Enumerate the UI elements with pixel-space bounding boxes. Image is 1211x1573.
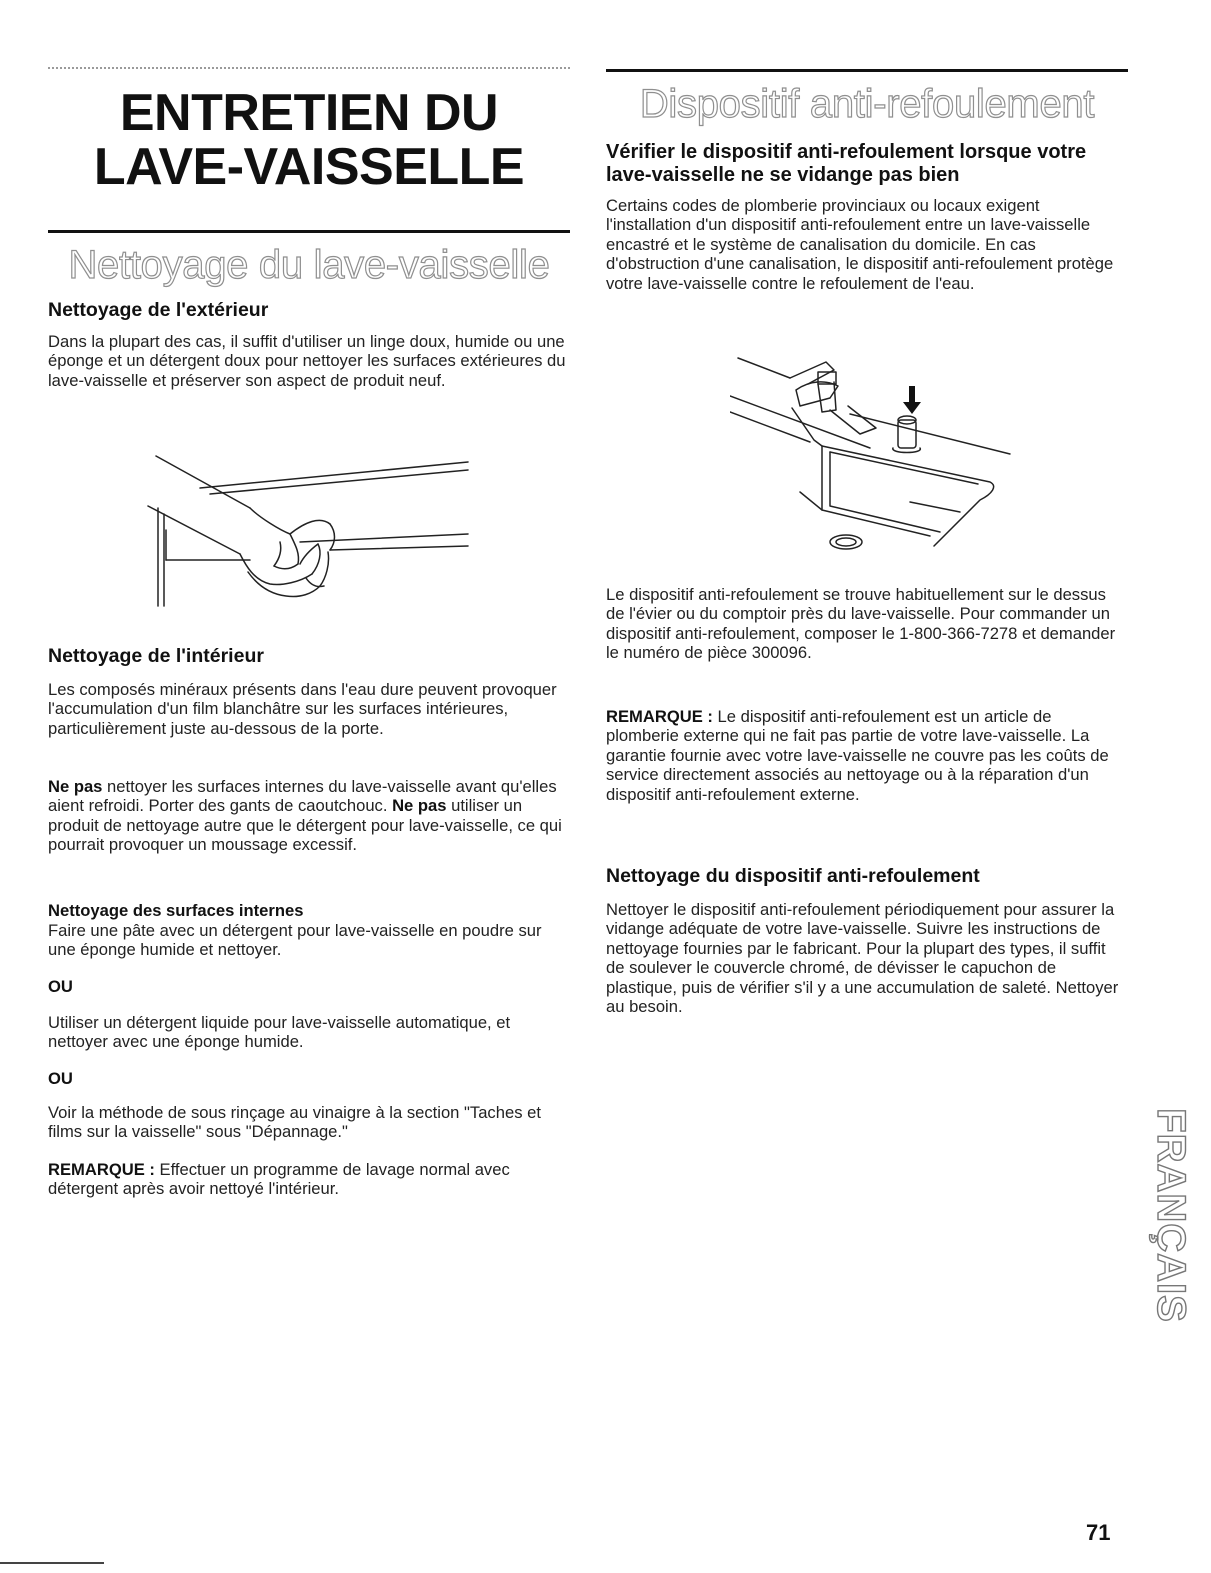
footer-rule bbox=[0, 1562, 104, 1564]
note-label: REMARQUE : bbox=[48, 1160, 155, 1179]
backflow-heading: Vérifier le dispositif anti-refoulement lorsque votre lave-vaisselle ne se vidange pas bien bbox=[606, 141, 1087, 186]
interior-p4: Utiliser un détergent liquide pour lave-vaisselle automatique, et nettoyer avec une éponge humide. bbox=[48, 1013, 511, 1052]
top-dotted-rule bbox=[48, 67, 570, 69]
main-title bbox=[48, 86, 570, 194]
right-section-rule bbox=[606, 69, 1128, 72]
air-gap-sink-illustration bbox=[730, 350, 1020, 562]
left-section-title: Nettoyage du lave-vaisselle bbox=[68, 243, 550, 287]
interior-p5: Voir la méthode de sous rinçage au vinaigre à la section "Taches et films sur la vaisselle" sous "Dépannage." bbox=[48, 1103, 541, 1142]
note-label-right: REMARQUE : bbox=[606, 707, 713, 726]
backflow-p2: Le dispositif anti-refoulement se trouve habituellement sur le dessus de l'évier ou du comptoir près du lave-vaisselle. Pour commander un dispositif anti-refoulement, composer le 1-800-366-7278 et demander le numéro de pièce 300096. bbox=[606, 585, 1116, 663]
right-section-title: Dispositif anti-refoulement bbox=[639, 82, 1095, 126]
exterior-heading: Nettoyage de l'extérieur bbox=[48, 299, 269, 321]
interior-heading: Nettoyage de l'intérieur bbox=[48, 645, 264, 667]
backflow-cleaning-heading: Nettoyage du dispositif anti-refoulement bbox=[606, 865, 980, 887]
exterior-text: Dans la plupart des cas, il suffit d'utiliser un linge doux, humide ou une éponge et un détergent doux pour nettoyer les surfaces extérieures du lave-vaisselle et préserver son aspect de produit neuf. bbox=[48, 332, 566, 390]
backflow-p1: Certains codes de plomberie provinciaux ou locaux exigent l'installation d'un dispositif anti-refoulement entre un lave-vaisselle encastré et le système de canalisation du domicile. En cas d'obstruction d'une canalisation, le dispositif anti-refoulement protège votre lave-vaisselle contre le refoulement de l'eau. bbox=[606, 196, 1114, 293]
internal-surfaces-subheading: Nettoyage des surfaces internes bbox=[48, 901, 304, 920]
interior-p2: Ne pas nettoyer les surfaces internes du lave-vaisselle avant qu'elles aient refroidi. Porter des gants de caoutchouc. Ne pas utiliser un produit de nettoyage autre que le détergent pour lave-vaisselle, ce qui pourrait provoquer un moussage excessif. bbox=[48, 777, 562, 855]
main-title-line2: LAVE-VAISSELLE bbox=[93, 138, 525, 196]
warning-bold-1: Ne pas bbox=[48, 777, 103, 796]
interior-p1: Les composés minéraux présents dans l'eau dure peuvent provoquer l'accumulation d'un film blanchâtre sur les surfaces intérieures, particulièrement juste au-dessous de la porte. bbox=[48, 680, 557, 738]
page-number: 71 bbox=[1086, 1520, 1111, 1545]
interior-note: REMARQUE : Effectuer un programme de lavage normal avec détergent après avoir nettoyé l'intérieur. bbox=[48, 1160, 510, 1199]
interior-p3: Faire une pâte avec un détergent pour lave-vaisselle en poudre sur une éponge humide et nettoyer. bbox=[48, 921, 542, 960]
language-side-tab: FRANÇAIS bbox=[1148, 1107, 1193, 1323]
main-title-line1: ENTRETIEN DU bbox=[119, 84, 499, 142]
warning-bold-2: Ne pas bbox=[392, 796, 447, 816]
backflow-note: REMARQUE : Le dispositif anti-refoulement est un article de plomberie externe qui ne fait pas partie de votre lave-vaisselle. La garantie fournie avec votre lave-vaisselle ne couvre pas les coûts de service directement associés au nettoyage ou à la réparation d'un dispositif anti-refoulement externe. bbox=[606, 707, 1109, 804]
ou-2: OU bbox=[48, 1069, 73, 1088]
ou-1: OU bbox=[48, 977, 73, 996]
left-section-rule bbox=[48, 230, 570, 233]
backflow-cleaning-text: Nettoyer le dispositif anti-refoulement périodiquement pour assurer la vidange adéquate de votre lave-vaisselle. Suivre les instructions de nettoyage fournies par le fabricant. Pour la plupart des types, il suffit de soulever le couvercle chromé, de dévisser le capuchon de plastique, puis de vérifier s'il y a une accumulation de saleté. Nettoyer au besoin. bbox=[606, 900, 1119, 1017]
exterior-cleaning-illustration bbox=[140, 446, 480, 612]
